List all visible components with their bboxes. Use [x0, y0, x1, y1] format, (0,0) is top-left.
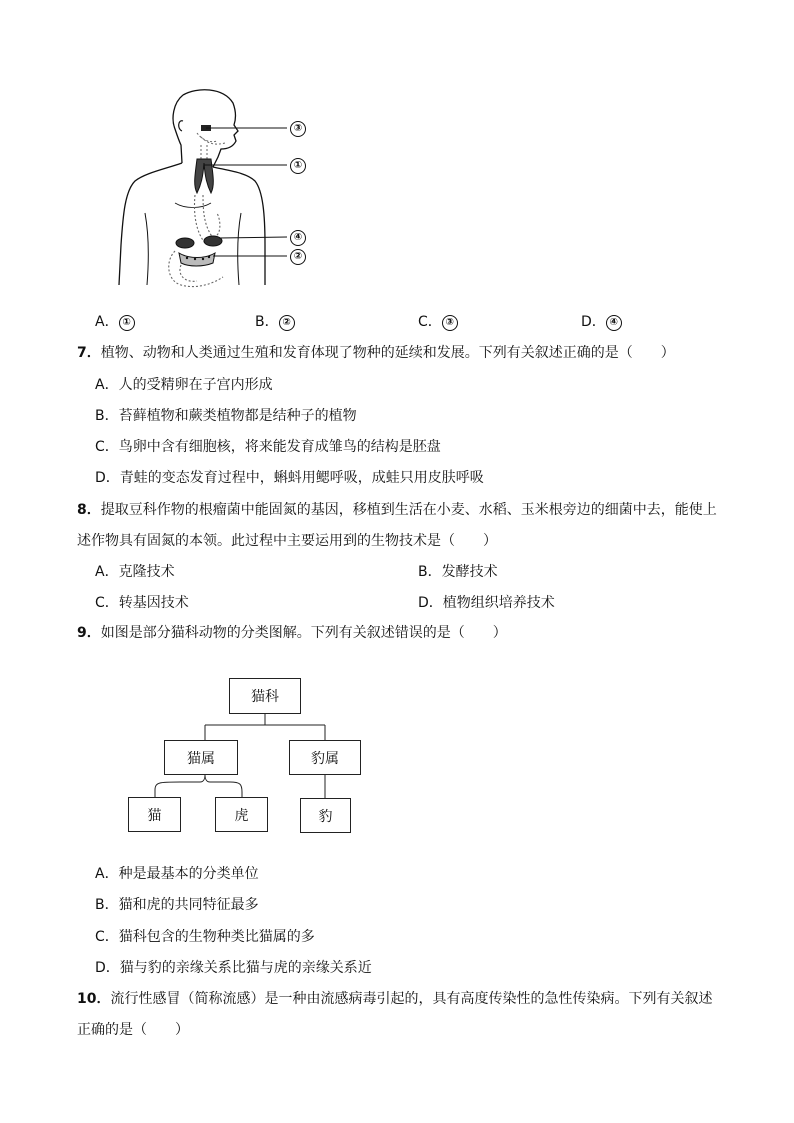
q7-option-c[interactable]: C．鸟卵中含有细胞核，将来能发育成雏鸟的结构是胚盘 [95, 439, 441, 455]
option-label: ② [279, 315, 295, 331]
option-letter: D． [581, 314, 606, 330]
figure-label-3: ③ [290, 121, 306, 137]
tree-node-species-leopard: 豹 [300, 798, 351, 833]
option-letter: A． [95, 314, 119, 330]
option-letter: C． [418, 314, 442, 330]
q9-option-c[interactable]: C．猫科包含的生物种类比猫属的多 [95, 929, 315, 945]
option-label: ③ [442, 315, 458, 331]
q7-option-a[interactable]: A．人的受精卵在子宫内形成 [95, 377, 273, 393]
tree-node-family: 猫科 [229, 678, 301, 714]
figure-label-2: ② [290, 249, 306, 265]
q6-option-b[interactable] [255, 311, 295, 331]
q9-option-d[interactable]: D．猫与豹的亲缘关系比猫与虎的亲缘关系近 [95, 960, 372, 976]
figure-label-1: ① [290, 158, 306, 174]
question-text: 提取豆科作物的根瘤菌中能固氮的基因，移植到生活在小麦、水稻、玉米根旁边的细菌中去，能使上 [100, 502, 717, 518]
option-letter: B． [255, 314, 279, 330]
q9-option-b[interactable]: B．猫和虎的共同特征最多 [95, 897, 259, 913]
q6-option-c[interactable] [418, 311, 458, 331]
q10-stem-line1 [77, 988, 712, 1008]
option-label: ④ [606, 315, 622, 331]
tree-node-species-cat: 猫 [128, 797, 181, 832]
question-text: 流行性感冒（简称流感）是一种由流感病毒引起的，具有高度传染性的急性传染病。下列有关叙述 [110, 991, 713, 1007]
q8-stem-line2: 述作物具有固氮的本领。此过程中主要运用到的生物技术是（ ） [77, 533, 497, 549]
option-label: ① [119, 315, 135, 331]
q7-stem [77, 342, 675, 362]
q6-option-a[interactable] [95, 311, 135, 331]
q7-option-b[interactable]: B．苔藓植物和蕨类植物都是结种子的植物 [95, 408, 357, 424]
q9-stem [77, 622, 507, 642]
tree-node-genus-cat: 猫属 [164, 740, 238, 775]
q8-option-a[interactable]: A．克隆技术 [95, 564, 175, 580]
figure-label-4: ④ [290, 230, 306, 246]
q7-option-d[interactable]: D．青蛙的变态发育过程中，蝌蚪用鳃呼吸，成蛙只用皮肤呼吸 [95, 470, 484, 486]
q8-option-c[interactable]: C．转基因技术 [95, 595, 189, 611]
tree-node-species-tiger: 虎 [215, 797, 268, 832]
human-anatomy-figure [105, 85, 320, 290]
q9-option-a[interactable]: A．种是最基本的分类单位 [95, 866, 259, 882]
q6-option-d[interactable] [581, 311, 622, 331]
q8-option-b[interactable]: B．发酵技术 [418, 564, 498, 580]
question-number: 9． [77, 625, 101, 641]
q8-stem-line1 [77, 499, 717, 519]
question-number: 8． [77, 502, 101, 518]
tree-node-genus-leopard: 豹属 [289, 740, 361, 775]
question-text: 如图是部分猫科动物的分类图解。下列有关叙述错误的是（ ） [100, 625, 507, 641]
question-text: 植物、动物和人类通过生殖和发育体现了物种的延续和发展。下列有关叙述正确的是（ ） [100, 345, 675, 361]
q8-option-d[interactable]: D．植物组织培养技术 [418, 595, 555, 611]
question-number: 7． [77, 345, 101, 361]
q10-stem-line2: 正确的是（ ） [77, 1022, 189, 1038]
question-number: 10． [77, 991, 111, 1007]
